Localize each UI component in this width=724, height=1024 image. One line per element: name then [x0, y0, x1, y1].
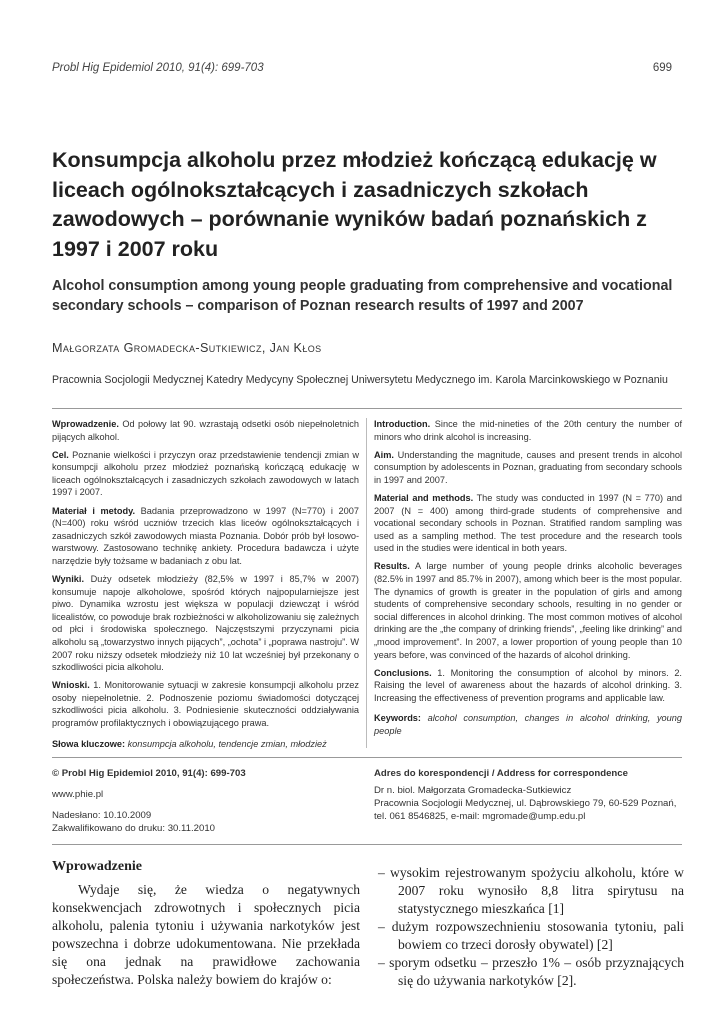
keywords-text: alcohol consumption, changes in alcohol drinking, young people	[374, 713, 682, 737]
copyright-line: © Probl Hig Epidemiol 2010, 91(4): 699-703	[52, 768, 246, 779]
section-text: Since the mid-nineties of the 20th century the number of minors who drink alcohol is increasing.	[374, 419, 682, 442]
section-label: Wprowadzenie.	[52, 419, 119, 429]
correspondence-contact: tel. 061 8546825, e-mail: mgromade@ump.edu.pl	[374, 811, 586, 822]
section-label: Conclusions.	[374, 667, 432, 678]
journal-reference: Probl Hig Epidemiol 2010, 91(4): 699-703	[52, 62, 264, 74]
intro-bullet-list	[378, 864, 684, 990]
section-label: Wnioski.	[52, 680, 90, 691]
section-text: A large number of young people drinks alcoholic beverages (82.5% in 1997 and 85.7% in 2007), among which beer is the most popular. The dynamics of growth is greater in the population of girls and among students of comprehensive secondary schools, resulting in no gender or social differences in alcohol drinking. The most common motives of alcohol drinking are the „the company of drinking friends”, „feeling like drinking” and „mood improvement”. In 2007, a lower proportion of young people than 10 years before, was convinced of the hazards of alcohol drinking.	[374, 561, 682, 660]
publication-metadata	[52, 767, 352, 835]
article-title-polish: Konsumpcja alkoholu przez młodzież kończącą edukację w liceach ogólnokształcących i zasadniczych szkołach zawodowych – porównanie wyników badań poznańskich z 1997 i 2007 roku	[52, 148, 657, 261]
section-text: 1. Monitoring the consumption of alcohol by minors. 2. Raising the level of awareness about the hazards of alcohol drinking. 3. Increasing the effectiveness of prevention programs and applicable law.	[374, 667, 682, 703]
section-text: Understanding the magnitude, causes and present trends in alcohol consumption by adolescents in Poznan, graduating from secondary schools in 1997 and 2007.	[374, 449, 682, 485]
journal-website-link[interactable]: www.phie.pl	[52, 789, 104, 800]
column-divider	[366, 418, 367, 748]
abstract-top-rule	[52, 408, 682, 409]
keywords-text: konsumpcja alkoholu, tendencje zmian, młodzież	[125, 738, 327, 749]
section-text: The study was conducted in 1997 (N = 770) and 2007 (N = 400) among third-grade students of comprehensive and vocational secondary schools in Poznan. Stratified random sampling was used as a sampling method. The test procedure and the research tools used in the studies were identical in both years.	[374, 492, 682, 554]
keywords-label: Keywords:	[374, 713, 421, 724]
section-label: Results.	[374, 561, 410, 572]
accepted-date: Zakwalifikowano do druku: 30.11.2010	[52, 823, 216, 834]
section-text: 1. Monitorowanie sytuacji w zakresie konsumpcji alkoholu przez osoby niepełnoletnie. 2. Podnoszenie poziomu świadomości dotyczącej szkodliwości picia alkoholu. 3. Podniesienie skuteczności oddziaływania programów profilaktycznych i obowiązującego prawa.	[52, 680, 359, 729]
abstract-en-conclusions	[374, 667, 682, 705]
keywords-english	[374, 712, 682, 737]
section-label: Materiał i metody.	[52, 505, 136, 516]
page-number: 699	[652, 62, 672, 74]
correspondence-address: Pracownia Socjologii Medycznej, ul. Dąbrowskiego 79, 60-529 Poznań,	[374, 798, 677, 809]
section-text: Od połowy lat 90. wzrastają odsetki osób niepełnoletnich pijących alkohol.	[52, 419, 359, 442]
section-label: Introduction.	[374, 419, 431, 429]
section-text: Duży odsetek młodzieży (82,5% w 1997 i 85,7% w 2007) konsumuje napoje alkoholowe, spośród których najpopularniejsze jest piwo. Dynamika wzrostu jest większa w populacji dziewcząt i wśród licealistów, co powoduje brak rozbieżności w alkoholizowaniu się zależnych od płci i środowiska społecznego. Najczęstszymi przyczynami picia alkoholu są „towarzystwo innych pijących”, „ochota” i „poprawa nastroju”. W 2007 roku niższy odsetek młodzieży niż 10 lat wcześniej był przekonany o szkodliwości picia alkoholu.	[52, 574, 359, 673]
abstract-polish	[52, 418, 359, 756]
authors: Małgorzata Gromadecka-Sutkiewicz, Jan Kłos	[52, 341, 322, 355]
running-head	[52, 62, 672, 74]
received-date: Nadesłano: 10.10.2009	[52, 810, 152, 821]
abstract-en-methods	[374, 492, 682, 555]
section-heading-introduction: Wprowadzenie	[52, 859, 142, 874]
section-text: Badania przeprowadzono w 1997 (N=770) i 2007 (N=400) roku wśród uczniów trzecich klas liceów ogólnokształcących i zasadniczych szkół zawodowych miasta Poznania. Dobór prób był losowo-warstwowy. Zastosowano technikę ankiety. Procedura badawcza i użyte narzędzie były tożsame w badaniach z obu lat.	[52, 505, 359, 566]
section-label: Cel.	[52, 449, 69, 460]
list-item: – sporym odsetku – przeszło 1% – osób przyznających się do używania narkotyków [2].	[378, 955, 684, 988]
article-title-english: Alcohol consumption among young people graduating from comprehensive and vocational secondary schools – comparison of Poznan research results of 1997 and 2007	[52, 278, 673, 314]
section-label: Material and methods.	[374, 492, 474, 503]
abstract-pl-methods	[52, 505, 359, 568]
section-text: Poznanie wielkości i przyczyn oraz przedstawienie tendencji zmian w konsumpcji alkoholu przez młodzież poznańską kończącą edukację w liceach ogólnokształcących i zasadniczych szkołach zawodowych w latach 1997 i 2007.	[52, 449, 359, 498]
abstract-pl-conclusions	[52, 679, 359, 729]
affiliation: Pracownia Socjologii Medycznej Katedry Medycyny Społecznej Uniwersytetu Medycznego im. Karola Marcinkowskiego w Poznaniu	[52, 374, 668, 386]
abstract-en-results	[374, 560, 682, 661]
abstract-pl-results	[52, 573, 359, 674]
body-top-rule	[52, 844, 682, 845]
correspondence-heading: Adres do korespondencji / Address for correspondence	[374, 768, 628, 779]
abstract-en-introduction	[374, 418, 682, 443]
abstract-en-aim	[374, 449, 682, 487]
abstract-pl-introduction	[52, 418, 359, 443]
list-item: – dużym rozpowszechnieniu stosowania tytoniu, pali bowiem co trzeci dorosły obywatel) [2]	[378, 919, 684, 952]
keywords-label: Słowa kluczowe:	[52, 738, 126, 749]
meta-top-rule	[52, 757, 682, 758]
correspondence-name: Dr n. biol. Małgorzata Gromadecka-Sutkiewicz	[374, 785, 572, 796]
intro-paragraph: Wydaje się, że wiedza o negatywnych konsekwencjach zdrowotnych i społecznych picia alkoholu, palenia tytoniu i używania narkotyków jest powszechna i dobrze udokumentowana. Nie przekłada się ona jednak na prawidłowe zachowania społeczeństwa. Polska należy bowiem do krajów o:	[52, 882, 360, 987]
keywords-polish	[52, 738, 359, 751]
correspondence-block	[374, 767, 684, 823]
list-item: – wysokim rejestrowanym spożyciu alkoholu, które w 2007 roku wynosiło 8,8 litra spirytusu na statystycznego mieszkańca [1]	[378, 865, 684, 916]
abstract-pl-aim	[52, 449, 359, 499]
section-label: Aim.	[374, 449, 394, 460]
section-label: Wyniki.	[52, 574, 84, 585]
abstract-english	[374, 418, 682, 743]
